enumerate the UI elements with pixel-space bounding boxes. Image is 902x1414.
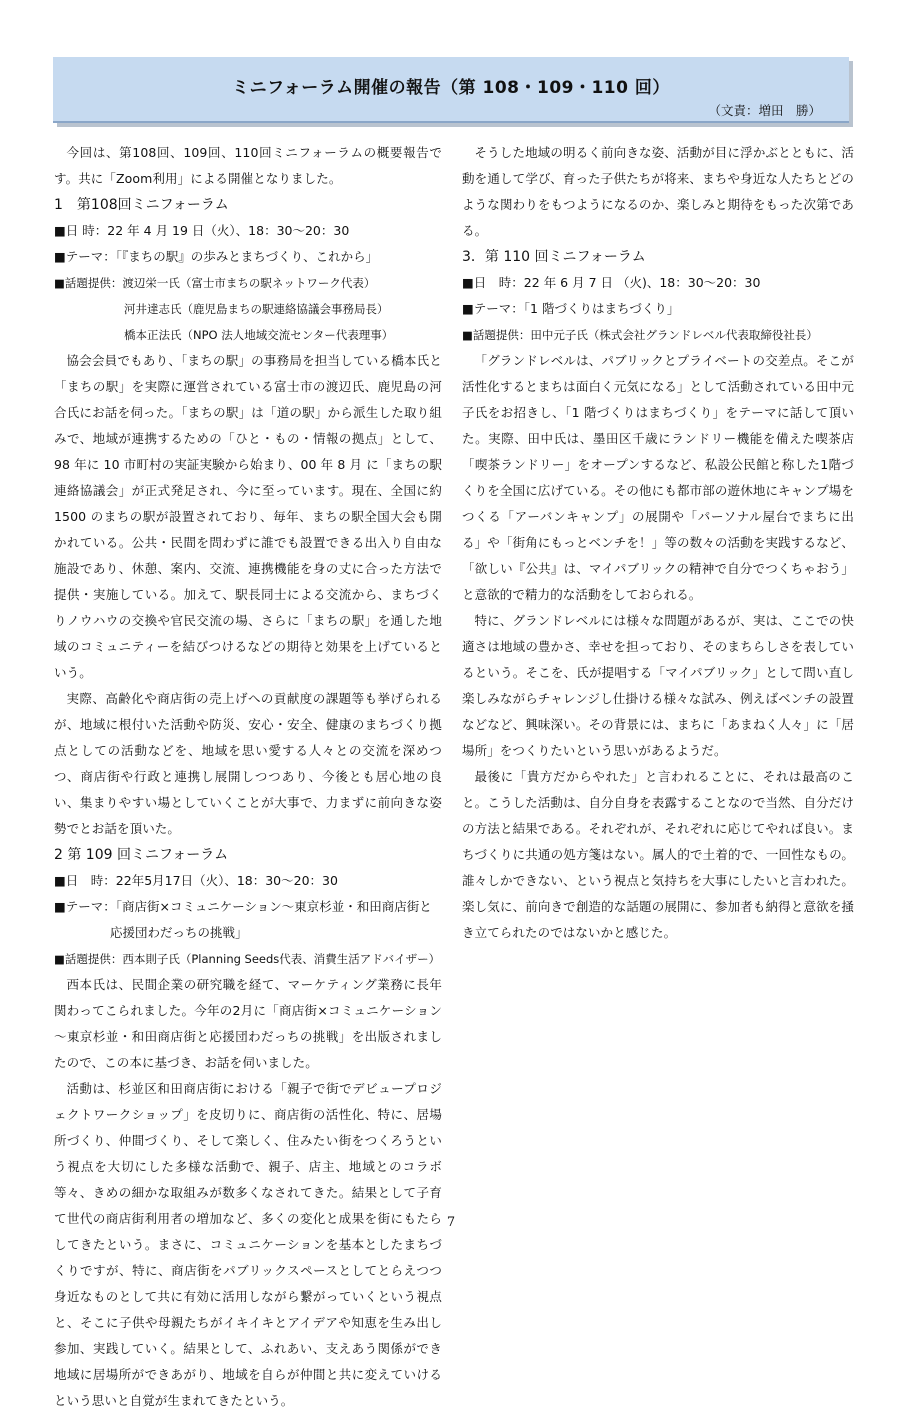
section-109-speaker: ■話題提供：西本則子氏（Planning Seeds代表、消費生活アドバイザー）: [54, 952, 441, 966]
section-108-paragraph-1: 協会会員でもあり、「まちの駅」の事務局を担当している橋本氏と「まちの駅」を実際に運営されている富士市の渡辺氏、鹿児島の河合氏にお話を伺った。「まちの駅」は「道の駅」から派生した取り組みで、地域が連携するための「ひと・もの・情報の拠点」として、98 年に 10 市町村の実証実験から始まり、00 年 8 月 に「まちの駅連絡協議会」が正式発足され、今に至っています。現在、全国に約 1500 のまちの駅が設置されており、毎年、まちの駅全国大会も開かれている。公共・民間を問わずに誰でも設置できる出入り自由な施設であり、休憩、案内、交流、連携機能を身の丈に合った方法で提供・実施している。加えて、駅長同士による交流から、まちづくりノウハウの交換や官民交流の場、さらに「まちの駅」を通した地域のコミュニティーを結びつけるなどの期待と効果を上げているという。: [54, 353, 442, 680]
section-110-theme: ■テーマ：「1 階づくりはまちづくり」: [462, 301, 680, 316]
section-108-speaker-2: 河井達志氏（鹿児島まちの駅連絡協議会事務局長）: [124, 302, 389, 316]
section-108-paragraph-2: 実際、高齢化や商店街の売上げへの貢献度の課題等も挙げられるが、地域に根付いた活動や防災、安心・安全、健康のまちづくり拠点としての活動などを、地域を思い愛する人々との交流を深めつつ、商店街や行政と連携し展開しつつあり、今後とも居心地の良い、集まりやすい場としていくことが大事で、力まずに前向きな姿勢でとお話を頂いた。: [54, 691, 442, 836]
section-109-paragraph-1: 西本氏は、民間企業の研究職を経て、マーケティング業務に長年関わってこられました。今年の2月に「商店街×コミュニケーション～東京杉並・和田商店街と応援団わだっちの挑戦」を出版されましたので、この本に基づき、お話を伺いました。: [54, 977, 442, 1070]
title-banner: [53, 57, 849, 123]
author-credit: （文責：増田 勝）: [708, 103, 821, 118]
section-109-theme: ■テーマ：「商店街×コミュニケーション～東京杉並・和田商店街と: [54, 899, 432, 914]
section-108-theme: ■テーマ：「『まちの駅』の歩みとまちづくり、これから」: [54, 249, 379, 264]
section-110-paragraph-3: 最後に「貴方だからやれた」と言われることに、それは最高のこと。こうした活動は、自分自身を表露することなので当然、自分だけの方法と結果である。それぞれが、それぞれに応じてやれば良い。まちづくりに共通の処方箋はない。属人的で土着的で、一回性なもの。誰々しかできない、という視点と気持ちを大事にしたいと言われた。楽し気に、前向きで創造的な話題の展開に、参加者も納得と意欲を掻き立てられたのではないかと感じた。: [462, 769, 854, 940]
section-108-speaker-1: ■話題提供：渡辺栄一氏（富士市まちの駅ネットワーク代表）: [54, 276, 376, 290]
section-109-paragraph-3: そうした地域の明るく前向きな姿、活動が目に浮かぶとともに、活動を通して学び、育った子供たちが将来、まちや身近な人たちとどのような関わりをもつようになるのか、楽しみと期待をもった次第である。: [462, 145, 854, 238]
section-108-speaker-3: 橋本正法氏（NPO 法人地域交流センター代表理事）: [124, 328, 394, 342]
section-108-heading: 1 第108回ミニフォーラム: [54, 197, 229, 213]
intro-paragraph: 今回は、第108回、109回、110回ミニフォーラムの概要報告です。共に「Zoom利用」による開催となりました。: [54, 145, 442, 186]
section-109-paragraph-2: 活動は、杉並区和田商店街における「親子で街でデビュープロジェクトワークショップ」を皮切りに、商店街の活性化、特に、居場所づくり、仲間づくり、そして楽しく、住みたい街をつくろうという視点を大切にした多様な活動で、親子、店主、地域とのコラボ等々、きめの細かな取組みが数多くなされてきた。結果として子育て世代の商店街利用者の増加など、多くの変化と成果を街にもたらしてきたという。まさに、コミュニケーションを基本としたまちづくりですが、特に、商店街をパブリックスペースとしてとらえつつ身近なものとして共に有効に活用しながら繋がっていくという視点と、そこに子供や母親たちがイキイキとアイデアや知恵を生み出し参加、実践していく。結果として、ふれあい、支えあう関係ができ地域に居場所ができあがり、地域を自らが仲間と共に変えていけるという思いと自覚が生まれてきたという。: [54, 1081, 442, 1408]
section-110-heading: 3．第 110 回ミニフォーラム: [462, 249, 646, 265]
section-109-date: ■日 時：22年5月17日（火）、18：30～20：30: [54, 873, 338, 888]
right-column: [462, 140, 854, 946]
section-109-theme-continued: 応援団わだっちの挑戦」: [110, 925, 248, 940]
section-110-date: ■日 時：22 年 6 月 7 日 （火)、18：30～20：30: [462, 275, 761, 290]
section-109-heading: 2 第 109 回ミニフォーラム: [54, 847, 229, 863]
section-110-speaker: ■話題提供：田中元子氏（株式会社グランドレベル代表取締役社長）: [462, 328, 818, 342]
section-110-paragraph-1: 「グランドレベルは、パブリックとプライベートの交差点。そこが活性化するとまちは面白く元気になる」として活動されている田中元子氏をお招きし、「1 階づくりはまちづくり」をテーマに話して頂いた。実際、田中氏は、墨田区千歳にランドリー機能を備えた喫茶店「喫茶ランドリー」をオープンするなど、私設公民館と称した1階づくりを全国に広げている。その他にも都市部の遊休地にキャンプ場をつくる「アーバンキャンプ」の展開や「パーソナル屋台でまちに出る」や「街角にもっとベンチを！」等の数々の活動を実践するなど、「欲しい『公共』は、マイパブリックの精神で自分でつくちゃおう」と意欲的で精力的な活動をしておられる。: [462, 353, 854, 602]
section-110-paragraph-2: 特に、グランドレベルには様々な問題があるが、実は、ここでの快適さは地域の豊かさ、幸せを担っており、そのまちらしさを表しているという。そこを、氏が提唱する「マイパブリック」として問い直し楽しみながらチャレンジし仕掛ける様々な試み、例えばベンチの設置などなど、興味深い。その背景には、まちに「あまねく人々」に「居場所」をつくりたいという思いがあるようだ。: [462, 613, 854, 758]
page-number: 7: [446, 1215, 456, 1230]
page-title: ミニフォーラム開催の報告（第 108・109・110 回）: [232, 78, 670, 98]
section-108-date: ■日 時：22 年 4 月 19 日（火）、18：30～20：30: [54, 223, 350, 238]
